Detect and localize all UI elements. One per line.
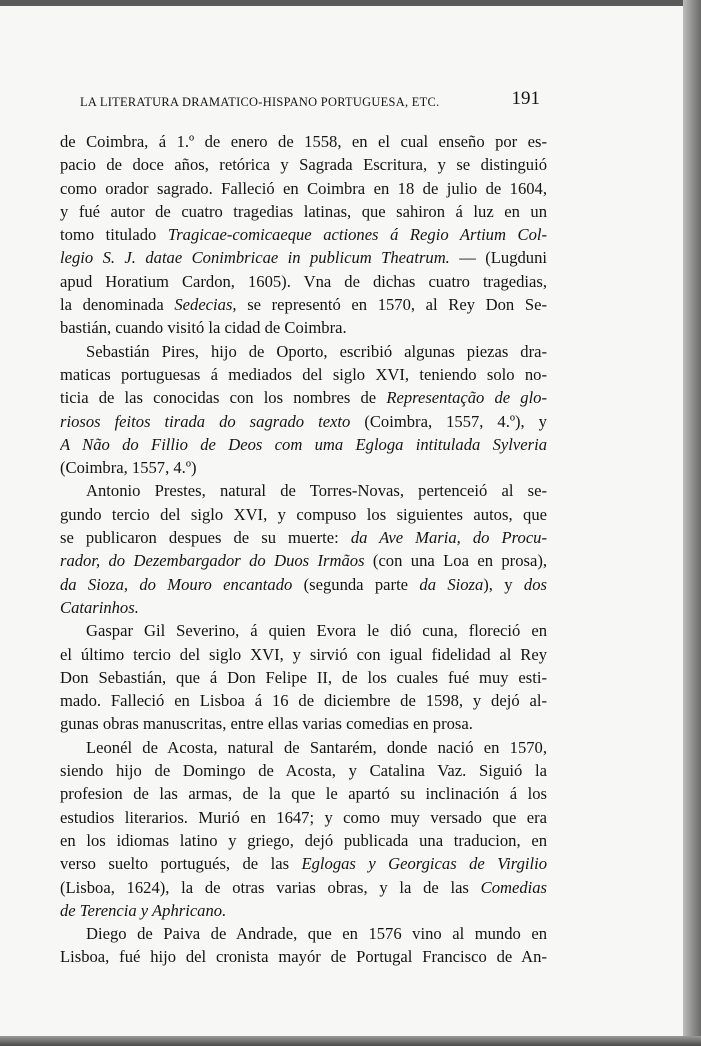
italic-text: da Sioza, do Mouro encantado	[60, 574, 293, 594]
italic-text: Catarinhos.	[60, 597, 139, 617]
text-span: (Coimbra, 1557, 4.º)	[60, 458, 197, 478]
italic-text: Eglogas y Georgicas de Virgilio	[301, 854, 547, 874]
text-span: como orador sagrado. Falleció en Coimbra en 18 de julio de 1604,	[60, 178, 547, 198]
text-line	[60, 573, 547, 596]
text-span: en los idiomas latino y griego, dejó publicada una traducion, en	[60, 830, 547, 850]
text-span: profesion de las armas, de la que le apartó su inclinación á los	[60, 784, 547, 804]
text-span: gunas obras manuscritas, entre ellas varias comedias en prosa.	[60, 714, 473, 734]
text-line	[60, 689, 547, 712]
text-span: pacio de doce años, retórica y Sagrada Escritura, y se distinguió	[60, 155, 547, 175]
text-span: Diego de Paiva de Andrade, que en 1576 vino al mundo en	[86, 924, 547, 944]
text-line	[60, 386, 547, 409]
text-span: tomo titulado	[60, 225, 168, 245]
text-line	[60, 503, 547, 526]
text-span: de Coimbra, á 1.º de enero de 1558, en el cual enseño por es-	[60, 132, 547, 151]
text-line	[60, 945, 547, 968]
italic-text: Sedecias,	[174, 295, 237, 315]
text-span: Sebastián Pires, hijo de Oporto, escribió algunas piezas dra-	[86, 341, 547, 361]
text-span: — (Lugduni	[449, 248, 547, 268]
text-line	[60, 619, 547, 642]
text-line	[60, 666, 547, 689]
italic-text: de Terencia y Aphricano.	[60, 900, 227, 920]
text-line	[60, 876, 547, 899]
book-page	[0, 6, 683, 1038]
text-line	[60, 549, 547, 572]
text-span: apud Horatium Cardon, 1605). Vna de dichas cuatro tragedias,	[60, 271, 547, 291]
text-line	[60, 643, 547, 666]
text-span: estudios literarios. Murió en 1647; y como muy versado que era	[60, 807, 547, 827]
text-line	[60, 806, 547, 829]
text-line	[60, 596, 547, 619]
text-line	[60, 759, 547, 782]
text-span: verso suelto portugués, de las	[60, 854, 302, 874]
page-edge-right	[683, 0, 701, 1046]
text-line	[60, 200, 547, 223]
text-line	[60, 479, 547, 502]
italic-text: Representação de glo-	[386, 388, 547, 408]
running-title: LA LITERATURA DRAMATICO-HISPANO PORTUGUESA, ETC.	[80, 95, 440, 109]
italic-text: da Sioza	[419, 574, 484, 594]
text-line	[60, 782, 547, 805]
text-line	[60, 829, 547, 852]
text-line	[60, 177, 547, 200]
text-line	[60, 852, 547, 875]
italic-text: legio S. J. datae Conimbricae in publicum Theatrum.	[60, 248, 450, 268]
text-line	[60, 456, 547, 479]
italic-text: Comedias	[480, 877, 547, 897]
text-line	[60, 712, 547, 735]
italic-text: rador, do Dezembargador do Duos Irmãos	[60, 551, 365, 571]
text-span: (con una Loa en prosa),	[364, 551, 547, 571]
text-span: el último tercio del siglo XVI, y sirvió con igual fidelidad al Rey	[60, 644, 547, 664]
page-number: 191	[511, 88, 540, 109]
text-line	[60, 153, 547, 176]
text-span: (Lisboa, 1624), la de otras varias obras, y la de las	[60, 877, 481, 897]
text-span: la denominada	[60, 295, 175, 315]
text-span: ticia de las conocidas con los nombres de	[60, 388, 387, 408]
text-line	[60, 363, 547, 386]
text-span: (Coimbra, 1557, 4.º), y	[350, 411, 547, 431]
text-line	[60, 223, 547, 246]
text-line	[60, 526, 547, 549]
text-span: Gaspar Gil Severino, á quien Evora le dió cuna, floreció en	[86, 621, 547, 641]
text-line	[60, 270, 547, 293]
text-span: ), y	[483, 574, 524, 594]
body-text	[60, 130, 547, 969]
text-line	[60, 316, 547, 339]
text-span: Antonio Prestes, natural de Torres-Novas, pertenceió al se-	[86, 481, 547, 501]
text-line	[60, 340, 547, 363]
text-line	[60, 736, 547, 759]
italic-text: dos	[523, 574, 547, 594]
text-line	[60, 922, 547, 945]
page-edge-bottom	[0, 1036, 701, 1046]
text-line	[60, 130, 547, 153]
text-span: Don Sebastián, que á Don Felipe II, de los cuales fué muy esti-	[60, 667, 547, 687]
page-header	[80, 88, 540, 112]
text-line	[60, 246, 547, 269]
text-line	[60, 899, 547, 922]
text-line	[60, 410, 547, 433]
text-span: bastián, cuando visitó la cidad de Coimbra.	[60, 318, 347, 338]
text-span: siendo hijo de Domingo de Acosta, y Catalina Vaz. Siguió la	[60, 761, 547, 781]
text-span: mado. Falleció en Lisboa á 16 de diciembre de 1598, y dejó al-	[60, 691, 547, 711]
text-span: maticas portuguesas á mediados del siglo XVI, teniendo solo no-	[60, 364, 547, 384]
text-span: Lisboa, fué hijo del cronista mayór de Portugal Francisco de An-	[60, 947, 547, 967]
italic-text: da Ave Maria, do Procu-	[350, 528, 547, 548]
text-span: se publicaron despues de su muerte:	[60, 528, 351, 548]
text-span: (segunda parte	[292, 574, 420, 594]
italic-text: A Não do Fillio de Deos com uma Egloga intitulada Sylveria	[60, 434, 547, 454]
text-line	[60, 293, 547, 316]
text-span: Leonél de Acosta, natural de Santarém, donde nació en 1570,	[86, 737, 547, 757]
text-span: gundo tercio del siglo XVI, y compuso los siguientes autos, que	[60, 504, 547, 524]
text-line	[60, 433, 547, 456]
text-span: se representó en 1570, al Rey Don Se-	[236, 295, 547, 315]
text-span: y fué autor de cuatro tragedias latinas, que sahiron á luz en un	[60, 201, 547, 221]
italic-text: riosos feitos tirada do sagrado texto	[60, 411, 351, 431]
italic-text: Tragicae-comicaeque actiones á Regio Artium Col-	[167, 225, 547, 245]
